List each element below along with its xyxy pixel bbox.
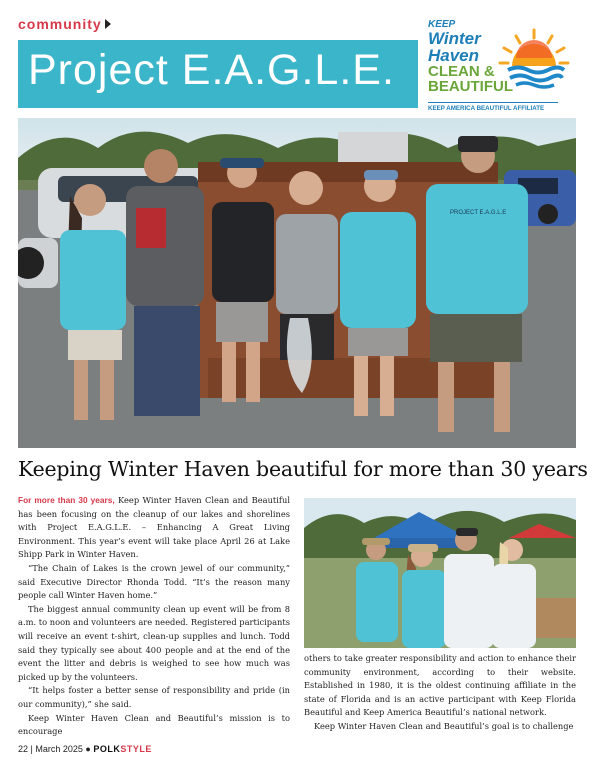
footer-page-info: 22 | March 2025 ● <box>18 744 94 754</box>
page-footer <box>18 744 152 754</box>
logo-winter: Winter <box>428 29 481 48</box>
logo-affiliate-text: KEEP AMERICA BEAUTIFUL AFFILIATE <box>428 102 558 112</box>
section-label-text: community <box>18 16 102 32</box>
article-paragraph-4: “It helps foster a better sense of responsibility and pride (in our community),” she said. <box>18 685 290 709</box>
article-lead-in: For more than 30 years, <box>18 495 115 505</box>
article-paragraph-3: The biggest annual community clean up event will be from 8 a.m. to noon and volunteers are needed. Registered participants will receive an event t-shirt, clean-up supplies and lunch. Todd said they typically see about 400 people and at the end of the event the litter and debris is weighed to see how much was picked up by the volunteers. <box>18 603 290 682</box>
arrow-right-icon <box>105 19 111 29</box>
article-column-left <box>18 494 290 739</box>
logo-haven: Haven <box>428 46 480 65</box>
article-headline: Keeping Winter Haven beautiful for more than 30 years <box>18 457 588 481</box>
logo-clean: CLEAN & <box>428 63 495 80</box>
logo-keep: KEEP <box>428 19 456 30</box>
article-paragraph-6: others to take greater responsibility and action to enhance their community environment, according to their website. Established in 1980, it is the oldest continuing affiliate in the state of Florida and is an active participant with Keep Florida Beautiful and Keep America Beautiful’s national network. <box>304 653 576 718</box>
sun-waves-icon <box>498 28 570 90</box>
logo-beautiful: BEAUTIFUL <box>428 78 513 95</box>
title-banner <box>18 40 418 108</box>
photo-volunteers-image <box>304 498 576 648</box>
article-paragraph <box>18 494 290 562</box>
hero-shirt-text: PROJECT E.A.G.L.E <box>450 210 507 216</box>
article-paragraph-2: “The Chain of Lakes is the crown jewel of our community,” said Executive Director Rhonda Todd. “It’s the reason many people call Winter Haven home.” <box>18 562 290 601</box>
article-column-right <box>304 652 576 734</box>
article-paragraph-5: Keep Winter Haven Clean and Beautiful’s mission is to encourage <box>18 712 290 737</box>
section-label <box>18 16 111 32</box>
keep-winter-haven-logo <box>428 20 576 112</box>
page-title: Project E.A.G.L.E. <box>28 46 395 94</box>
hero-photo-volunteers <box>18 118 576 448</box>
photo-volunteers-tent <box>304 498 576 648</box>
article-paragraph-7: Keep Winter Haven Clean and Beautiful’s goal is to challenge <box>314 720 574 731</box>
article-paragraph-1: Keep Winter Haven Clean and Beautiful has been focusing on the cleanup of our lakes and shorelines with Project E.A.G.L.E. – Enhancing A Great Living Environment. This year’s event will take place April 26 at Lake Shipp Park in Winter Haven. <box>18 495 290 560</box>
publication-name-style: STYLE <box>120 744 152 754</box>
publication-name-polk: POLK <box>93 744 121 754</box>
publication-name <box>93 744 152 754</box>
hero-photo-image <box>18 118 576 448</box>
